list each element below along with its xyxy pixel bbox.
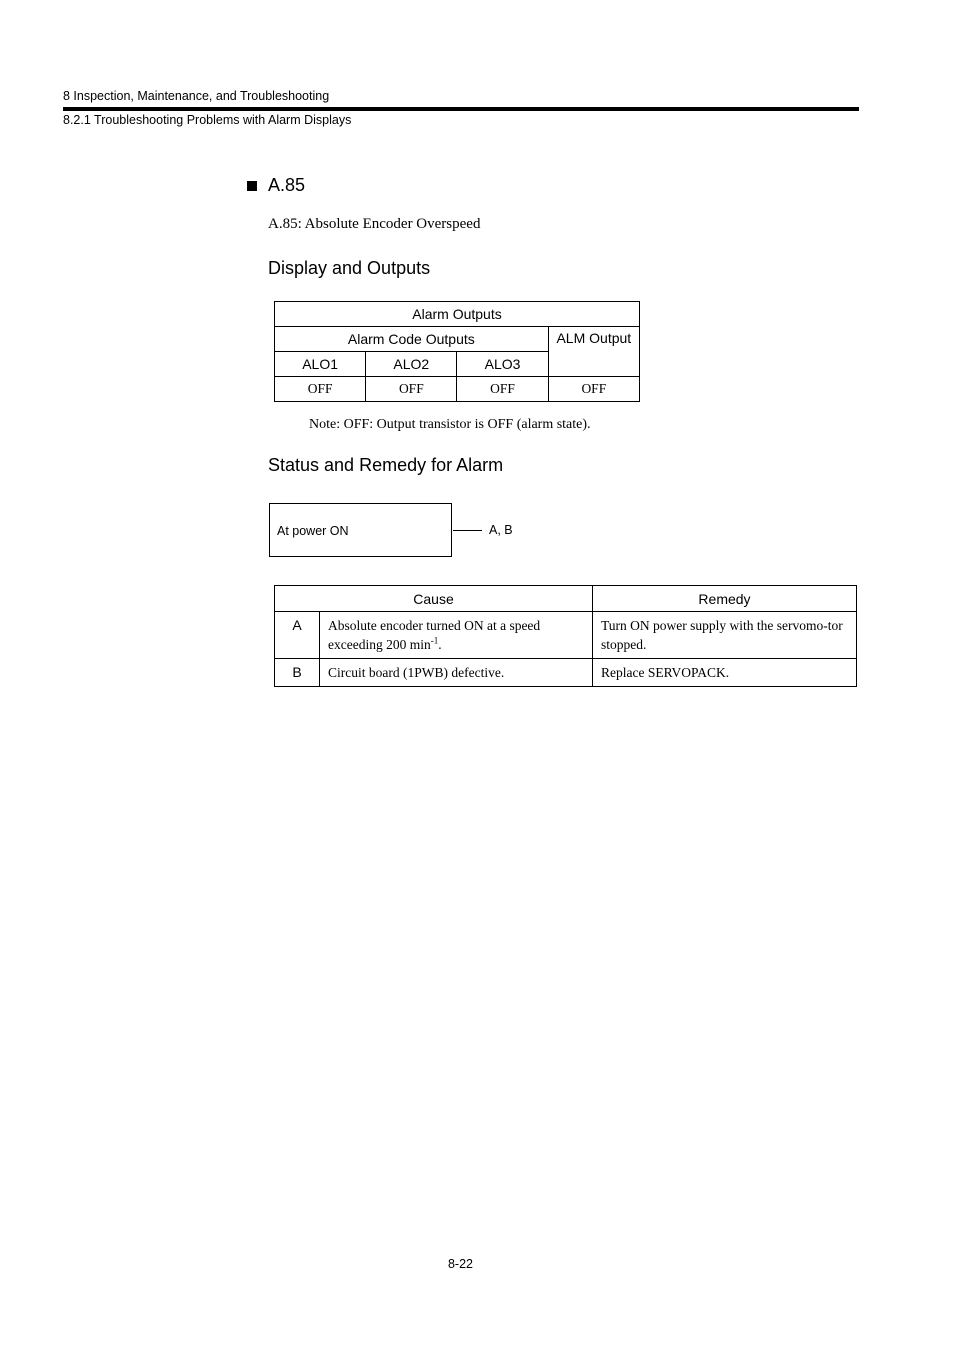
alo1-value: OFF: [275, 377, 366, 402]
alm-output-header: ALM Output: [548, 327, 639, 377]
remedy-header: Remedy: [593, 586, 857, 612]
display-outputs-title: Display and Outputs: [268, 258, 431, 278]
header-rule: [63, 107, 859, 111]
cause-remedy-table: [274, 585, 857, 687]
alo2-value: OFF: [366, 377, 457, 402]
status-remedy-title: Status and Remedy for Alarm: [268, 455, 504, 475]
alarm-outputs-header: Alarm Outputs: [275, 302, 640, 327]
header-section: 8.2.1 Troubleshooting Problems with Alarm Displays: [63, 113, 352, 127]
remedy-text: Turn ON power supply with the servomo-tor stopped.: [593, 612, 857, 659]
cause-text: Absolute encoder turned ON at a speed exceeding 200 $\min^{-1}$.: [320, 612, 593, 659]
page-number: 8-22: [447, 1257, 474, 1271]
alo3-header: ALO3: [457, 352, 548, 377]
cause-header: Cause: [275, 586, 593, 612]
alo3-value: OFF: [457, 377, 548, 402]
cause-key: A: [275, 612, 320, 659]
square-bullet-icon: [247, 181, 257, 191]
alarm-outputs-table: [274, 301, 640, 402]
status-causes-ref: A, B: [489, 523, 513, 537]
alarm-subtitle: A.85: Absolute Encoder Overspeed: [268, 216, 481, 232]
header-chapter: 8 Inspection, Maintenance, and Troubleshooting: [63, 89, 330, 103]
outputs-note: Note: OFF: Output transistor is OFF (alarm state).: [309, 417, 591, 432]
alarm-heading: [247, 175, 305, 196]
alo2-header: ALO2: [366, 352, 457, 377]
status-box: [269, 503, 452, 557]
alo1-header: ALO1: [275, 352, 366, 377]
remedy-text: Replace SERVOPACK.: [593, 659, 857, 687]
cause-text: Circuit board (1PWB) defective.: [320, 659, 593, 687]
table-row: [275, 659, 857, 687]
alm-value: OFF: [548, 377, 639, 402]
table-row: [275, 612, 857, 659]
status-box-label: At power ON: [277, 524, 349, 538]
cause-key: B: [275, 659, 320, 687]
status-connector-line: [453, 530, 482, 531]
alarm-heading-text: A.85: [268, 175, 306, 195]
alarm-code-outputs-header: Alarm Code Outputs: [275, 327, 549, 352]
